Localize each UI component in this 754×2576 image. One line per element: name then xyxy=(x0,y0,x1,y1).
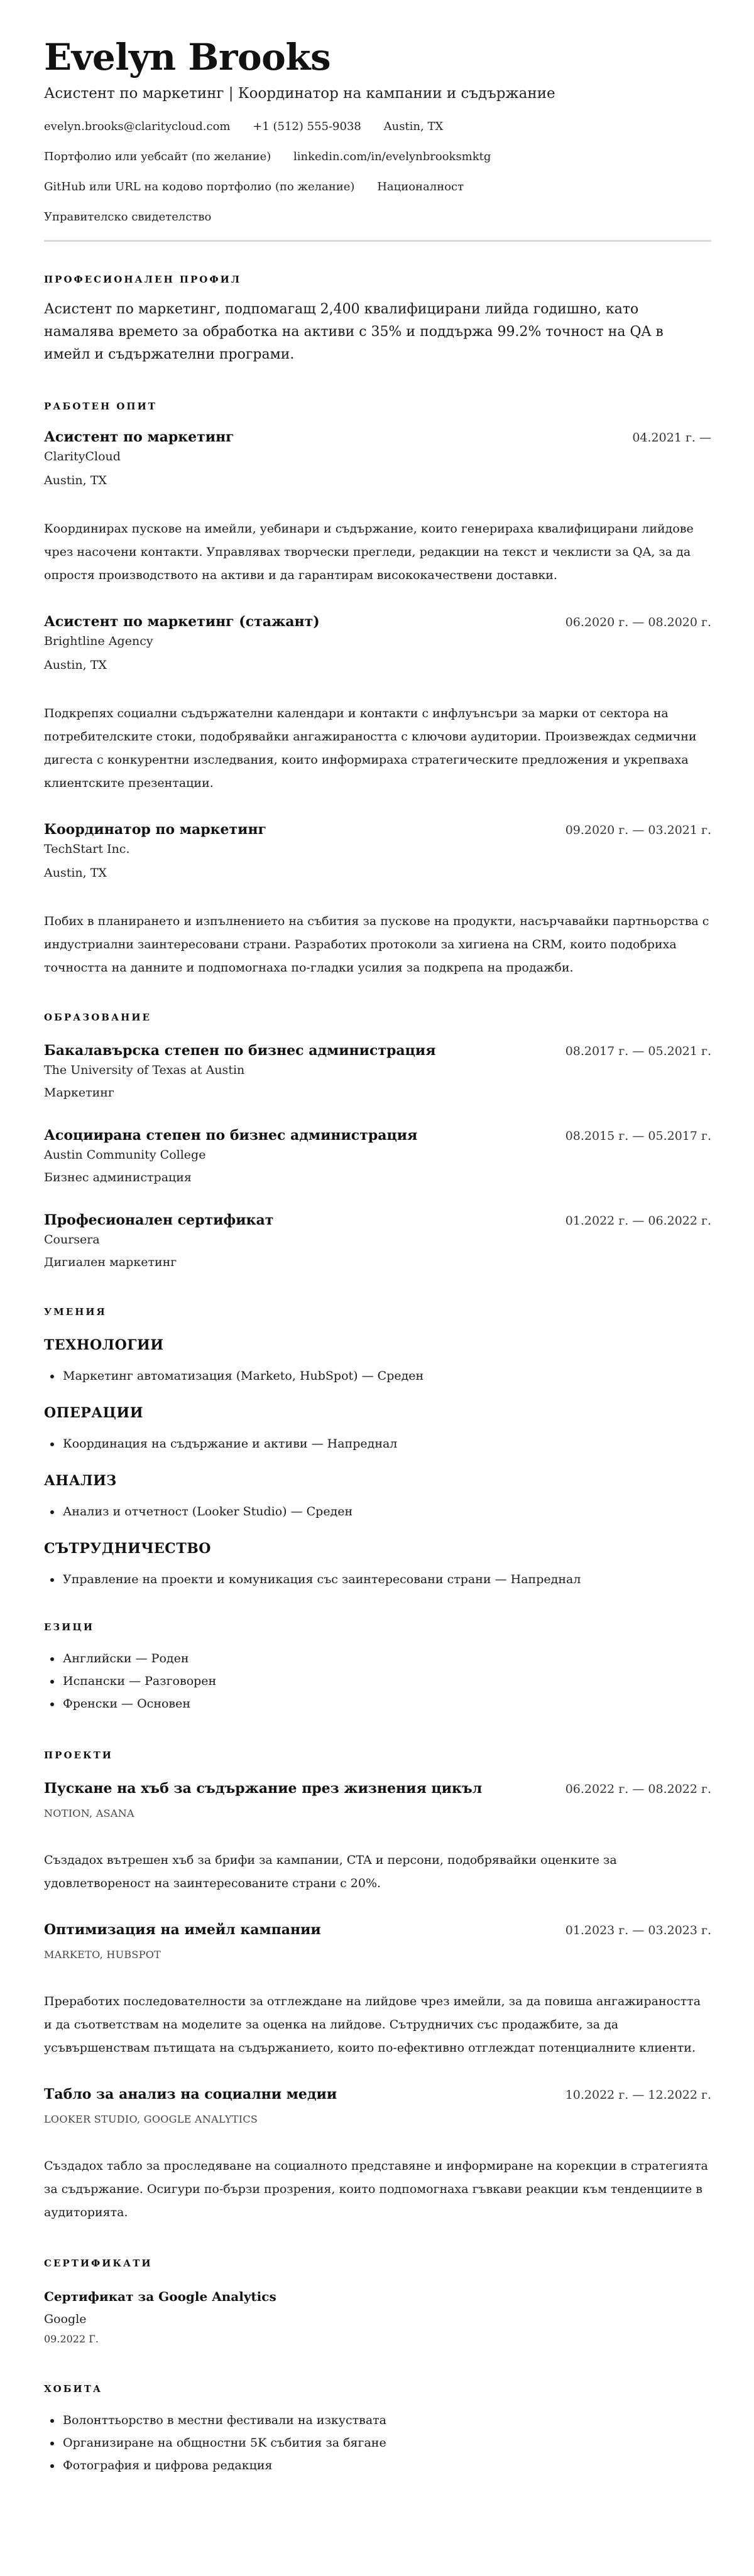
hobby-item: • Фотография и цифрова редакция xyxy=(62,2454,711,2477)
job-description: Подкрепях социални съдържателни календари и контакти с инфлуънсъри за марки от сектора на потребителските стоки, подобрявайки ангажираността с ключови аудитории. Произвеждах седмични дигеста с конкурентни изследвания, които информираха стратегическите предложения и укрепваха клиентските презентации. xyxy=(44,706,697,790)
profile-section xyxy=(44,273,711,366)
contact-location: Austin, TX xyxy=(383,120,444,133)
contact-row xyxy=(44,180,711,195)
header-divider xyxy=(44,240,711,242)
education-dates: 08.2017 г. — 05.2021 г. xyxy=(565,1044,711,1058)
skill-item: • Анализ и отчетност (Looker Studio) — Среден xyxy=(62,1500,711,1523)
profile-summary: Асистент по маркетинг, подпомагащ 2,400 квалифицирани лийда годишно, като намалява времето за обработка на активи с 35% и поддържа 99.2% точност на QA в имейл и съдържателни програми. xyxy=(44,301,664,362)
skill-group-title: ТЕХНОЛОГИИ xyxy=(44,1337,164,1353)
section-title: ЕЗИЦИ xyxy=(44,1621,95,1633)
skill-group-title: ОПЕРАЦИИ xyxy=(44,1405,143,1421)
project-name: Оптимизация на имейл кампании xyxy=(44,1922,321,1938)
job-company: TechStart Inc. xyxy=(44,842,130,856)
skill-item: • Маркетинг автоматизация (Marketo, HubSpot) — Среден xyxy=(62,1365,711,1387)
skill-list xyxy=(44,1568,711,1591)
education-entry xyxy=(44,1041,711,1102)
project-name: Пускане на хъб за съдържание през жизнения цикъл xyxy=(44,1780,483,1797)
project-name: Табло за анализ на социални медии xyxy=(44,2086,337,2102)
contact-github[interactable]: GitHub или URL на кодово портфолио (по желание) xyxy=(44,180,355,193)
skill-group xyxy=(44,1539,711,1591)
section-title: ХОБИТА xyxy=(44,2383,103,2395)
contact-linkedin[interactable]: linkedin.com/in/evelynbrooksmktg xyxy=(293,150,491,163)
job-description: Координирах пускове на имейли, уебинари и съдържание, които генерираха квалифицирани лийдове чрез насочени контакти. Управлявах творчески прегледи, редакции на текст и чеклисти за QA, за да опростя производството на активи и да гарантирам висококачествени доставки. xyxy=(44,522,694,582)
project-entry xyxy=(44,1920,711,2060)
education-section xyxy=(44,1011,711,1272)
contact-row xyxy=(44,119,711,134)
skill-group xyxy=(44,1336,711,1387)
job-dates: 09.2020 г. — 03.2021 г. xyxy=(565,823,711,837)
certification-issuer: Google xyxy=(44,2312,87,2326)
job-company: ClarityCloud xyxy=(44,450,121,463)
skill-group xyxy=(44,1471,711,1523)
contact-email[interactable]: evelyn.brooks@claritycloud.com xyxy=(44,120,231,133)
section-title: УМЕНИЯ xyxy=(44,1306,107,1318)
contact-license: Управителско свидетелство xyxy=(44,210,212,224)
projects-section xyxy=(44,1749,711,2224)
job-company: Brightline Agency xyxy=(44,634,153,648)
degree-title: Професионален сертификат xyxy=(44,1212,274,1228)
contact-row xyxy=(44,210,711,225)
hobby-list xyxy=(44,2409,711,2477)
section-title: ПРОЕКТИ xyxy=(44,1750,113,1761)
resume-header xyxy=(44,35,711,225)
job-dates: 04.2021 г. — xyxy=(632,431,711,445)
project-tech-tags: MARKETO, HUBSPOT xyxy=(44,1949,161,1961)
field-of-study: Маркетинг xyxy=(44,1086,114,1100)
school-name: Coursera xyxy=(44,1233,100,1247)
experience-entry xyxy=(44,428,711,587)
language-list xyxy=(44,1647,711,1715)
languages-section xyxy=(44,1621,711,1715)
job-title: Координатор по маркетинг xyxy=(44,821,267,838)
experience-entry xyxy=(44,612,711,795)
certifications-section xyxy=(44,2257,711,2347)
skill-group-title: СЪТРУДНИЧЕСТВО xyxy=(44,1540,211,1557)
education-dates: 08.2015 г. — 05.2017 г. xyxy=(565,1129,711,1143)
language-item: • Френски — Основен xyxy=(62,1692,711,1715)
field-of-study: Бизнес администрация xyxy=(44,1171,192,1184)
candidate-headline: Асистент по маркетинг | Координатор на кампании и съдържание xyxy=(44,85,555,102)
section-title: ПРОФЕСИОНАЛЕН ПРОФИЛ xyxy=(44,274,242,285)
project-entry xyxy=(44,2085,711,2224)
job-title: Асистент по маркетинг (стажант) xyxy=(44,614,320,630)
certification-date: 09.2022 Г. xyxy=(44,2333,99,2345)
job-location: Austin, TX xyxy=(44,474,107,487)
education-dates: 01.2022 г. — 06.2022 г. xyxy=(565,1214,711,1228)
job-description: Побих в планирането и изпълнението на събития за пускове на продукти, насърчавайки партньорства с индустриални заинтересовани страни. Разработих протоколи за хигиена на CRM, които подобриха точността на данните и подпомогнаха по-гладки усилия за подкрепа на продажби. xyxy=(44,914,709,975)
skill-group-title: АНАЛИЗ xyxy=(44,1473,117,1489)
experience-section xyxy=(44,400,711,980)
degree-title: Бакалавърска степен по бизнес администрация xyxy=(44,1042,436,1059)
school-name: The University of Texas at Austin xyxy=(44,1063,245,1077)
section-title: РАБОТЕН ОПИТ xyxy=(44,401,157,412)
project-description: Преработих последователности за отглеждане на лийдове чрез имейли, за да повиша ангажираността и да съответствам на моделите за оценка на лийдове. Сътрудничих със продажбите, за да усъвършенствам пътищата на съдържанието, които по-ефективно отглеждат потенциалните клиенти. xyxy=(44,1994,701,2055)
skill-item: • Управление на проекти и комуникация със заинтересовани страни — Напреднал xyxy=(62,1568,711,1591)
skill-list xyxy=(44,1500,711,1523)
job-location: Austin, TX xyxy=(44,658,107,672)
project-entry xyxy=(44,1779,711,1895)
certification-name: Сертификат за Google Analytics xyxy=(44,2289,276,2304)
school-name: Austin Community College xyxy=(44,1148,206,1162)
project-dates: 10.2022 г. — 12.2022 г. xyxy=(565,2088,711,2102)
project-dates: 06.2022 г. — 08.2022 г. xyxy=(565,1782,711,1796)
hobby-item: • Организиране на общностни 5K събития за бягане xyxy=(62,2432,711,2454)
project-tech-tags: NOTION, ASANA xyxy=(44,1807,134,1819)
project-description: Създадох вътрешен хъб за брифи за кампании, CTA и персони, подобрявайки оценките за удовлетвореност на заинтересованите страни с 20%. xyxy=(44,1853,617,1890)
project-description: Създадох табло за проследяване на социалното представяне и информиране на корекции в стратегията за съдържание. Осигури по-бързи прозрения, които подпомогнаха гъвкави реакции към тенденциите в аудиторията. xyxy=(44,2159,708,2219)
contact-nationality: Националност xyxy=(377,180,464,193)
section-title: ОБРАЗОВАНИЕ xyxy=(44,1012,151,1023)
job-location: Austin, TX xyxy=(44,866,107,880)
education-entry xyxy=(44,1211,711,1272)
language-item: • Английски — Роден xyxy=(62,1647,711,1670)
field-of-study: Дигиален маркетинг xyxy=(44,1255,177,1269)
contact-phone[interactable]: +1 (512) 555-9038 xyxy=(253,120,361,133)
certification-entry xyxy=(44,2287,711,2347)
job-title: Асистент по маркетинг xyxy=(44,429,234,445)
project-tech-tags: LOOKER STUDIO, GOOGLE ANALYTICS xyxy=(44,2113,258,2125)
project-dates: 01.2023 г. — 03.2023 г. xyxy=(565,1924,711,1937)
language-item: • Испански — Разговорен xyxy=(62,1670,711,1692)
skill-list xyxy=(44,1365,711,1387)
skill-list xyxy=(44,1432,711,1455)
section-title: СЕРТИФИКАТИ xyxy=(44,2258,153,2269)
education-entry xyxy=(44,1126,711,1187)
experience-entry xyxy=(44,820,711,980)
degree-title: Асоциирана степен по бизнес администрация xyxy=(44,1127,418,1144)
skill-item: • Координация на съдържание и активи — Напреднал xyxy=(62,1432,711,1455)
candidate-name: Evelyn Brooks xyxy=(44,36,331,78)
hobby-item: • Волонттьорство в местни фестивали на изкуствата xyxy=(62,2409,711,2432)
contact-row xyxy=(44,149,711,165)
skills-section xyxy=(44,1306,711,1591)
skill-group xyxy=(44,1404,711,1455)
job-dates: 06.2020 г. — 08.2020 г. xyxy=(565,615,711,629)
hobbies-section xyxy=(44,2383,711,2477)
contact-portfolio[interactable]: Портфолио или уебсайт (по желание) xyxy=(44,150,271,163)
